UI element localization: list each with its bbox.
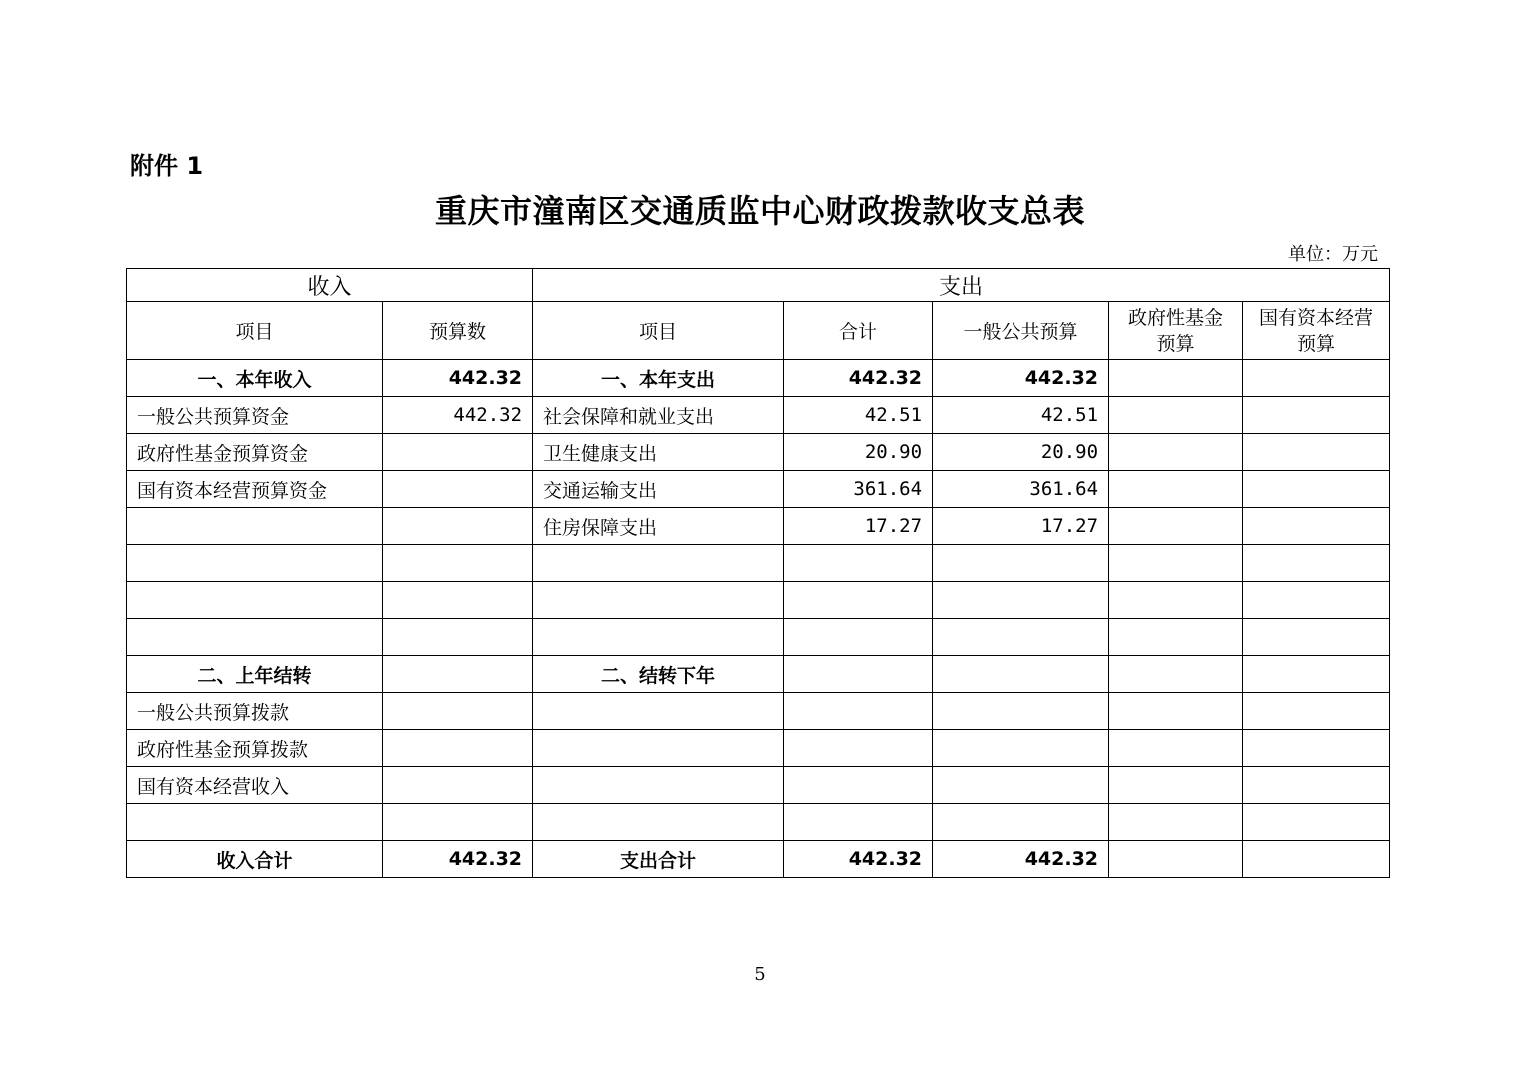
cell-expense-general: 20.90 xyxy=(933,434,1109,471)
cell-expense-gov-fund xyxy=(1109,434,1243,471)
cell-income-budget xyxy=(383,471,533,508)
cell-expense-state-capital xyxy=(1243,397,1390,434)
cell-expense-total xyxy=(784,730,933,767)
table-row xyxy=(127,656,1390,693)
table-row xyxy=(127,730,1390,767)
cell-income-item: 一般公共预算资金 xyxy=(127,397,383,434)
cell-income-budget xyxy=(383,804,533,841)
cell-expense-gov-fund xyxy=(1109,545,1243,582)
cell-expense-item: 社会保障和就业支出 xyxy=(533,397,784,434)
cell-income-item: 国有资本经营收入 xyxy=(127,767,383,804)
cell-expense-total: 42.51 xyxy=(784,397,933,434)
cell-expense-gov-fund xyxy=(1109,582,1243,619)
cell-income-budget xyxy=(383,582,533,619)
cell-expense-total: 20.90 xyxy=(784,434,933,471)
table-row xyxy=(127,693,1390,730)
cell-expense-state-capital xyxy=(1243,693,1390,730)
cell-expense-general xyxy=(933,767,1109,804)
cell-expense-item xyxy=(533,582,784,619)
table-row xyxy=(127,767,1390,804)
cell-income-item xyxy=(127,619,383,656)
cell-expense-total xyxy=(784,804,933,841)
cell-income-budget xyxy=(383,508,533,545)
cell-expense-state-capital xyxy=(1243,582,1390,619)
cell-expense-item xyxy=(533,804,784,841)
cell-expense-general xyxy=(933,545,1109,582)
cell-income-item xyxy=(127,804,383,841)
cell-income-item: 二、上年结转 xyxy=(127,656,383,693)
cell-income-item: 一、本年收入 xyxy=(127,360,383,397)
cell-expense-state-capital xyxy=(1243,545,1390,582)
cell-expense-state-capital xyxy=(1243,841,1390,878)
cell-expense-item xyxy=(533,545,784,582)
cell-expense-total xyxy=(784,582,933,619)
cell-expense-state-capital xyxy=(1243,619,1390,656)
cell-income-budget xyxy=(383,656,533,693)
cell-expense-general xyxy=(933,619,1109,656)
cell-expense-gov-fund xyxy=(1109,619,1243,656)
cell-income-item xyxy=(127,508,383,545)
cell-expense-total: 17.27 xyxy=(784,508,933,545)
cell-expense-state-capital xyxy=(1243,767,1390,804)
table-row xyxy=(127,471,1390,508)
cell-income-budget xyxy=(383,545,533,582)
cell-expense-item: 卫生健康支出 xyxy=(533,434,784,471)
cell-expense-item: 二、结转下年 xyxy=(533,656,784,693)
cell-expense-general: 42.51 xyxy=(933,397,1109,434)
cell-income-budget xyxy=(383,693,533,730)
cell-income-budget xyxy=(383,767,533,804)
cell-income-budget xyxy=(383,730,533,767)
col-header-income-item: 项目 xyxy=(127,302,383,360)
cell-income-item: 政府性基金预算拨款 xyxy=(127,730,383,767)
cell-expense-item xyxy=(533,767,784,804)
cell-expense-state-capital xyxy=(1243,804,1390,841)
cell-expense-total: 442.32 xyxy=(784,360,933,397)
table-row xyxy=(127,508,1390,545)
cell-expense-general: 442.32 xyxy=(933,841,1109,878)
cell-expense-general: 442.32 xyxy=(933,360,1109,397)
cell-expense-item xyxy=(533,730,784,767)
table-row xyxy=(127,619,1390,656)
cell-expense-state-capital xyxy=(1243,434,1390,471)
cell-expense-total: 361.64 xyxy=(784,471,933,508)
cell-expense-item: 住房保障支出 xyxy=(533,508,784,545)
cell-expense-state-capital xyxy=(1243,360,1390,397)
income-section-header: 收入 xyxy=(127,269,533,302)
cell-income-budget: 442.32 xyxy=(383,360,533,397)
cell-income-budget xyxy=(383,434,533,471)
cell-expense-general xyxy=(933,693,1109,730)
cell-expense-general xyxy=(933,730,1109,767)
cell-expense-state-capital xyxy=(1243,471,1390,508)
table-row xyxy=(127,545,1390,582)
column-header-row xyxy=(127,302,1390,360)
cell-income-item: 政府性基金预算资金 xyxy=(127,434,383,471)
cell-expense-state-capital xyxy=(1243,508,1390,545)
cell-expense-total: 442.32 xyxy=(784,841,933,878)
cell-expense-state-capital xyxy=(1243,656,1390,693)
table-row xyxy=(127,804,1390,841)
cell-income-item: 收入合计 xyxy=(127,841,383,878)
attachment-label: 附件 1 xyxy=(130,152,204,180)
cell-expense-total xyxy=(784,545,933,582)
cell-expense-gov-fund xyxy=(1109,508,1243,545)
table-row xyxy=(127,397,1390,434)
cell-expense-gov-fund xyxy=(1109,693,1243,730)
cell-expense-gov-fund xyxy=(1109,656,1243,693)
cell-expense-general xyxy=(933,582,1109,619)
cell-expense-total xyxy=(784,767,933,804)
col-header-expense-item: 项目 xyxy=(533,302,784,360)
cell-income-item: 一般公共预算拨款 xyxy=(127,693,383,730)
cell-income-item xyxy=(127,582,383,619)
budget-table xyxy=(126,268,1390,878)
cell-expense-gov-fund xyxy=(1109,841,1243,878)
cell-income-budget: 442.32 xyxy=(383,397,533,434)
cell-expense-general xyxy=(933,804,1109,841)
table-row xyxy=(127,841,1390,878)
table-row xyxy=(127,434,1390,471)
col-header-gov-fund-budget: 政府性基金预算 xyxy=(1109,302,1243,360)
cell-expense-gov-fund xyxy=(1109,804,1243,841)
cell-income-item xyxy=(127,545,383,582)
cell-expense-total xyxy=(784,693,933,730)
cell-expense-general xyxy=(933,656,1109,693)
cell-expense-gov-fund xyxy=(1109,397,1243,434)
cell-expense-gov-fund xyxy=(1109,471,1243,508)
cell-expense-gov-fund xyxy=(1109,360,1243,397)
unit-label: 单位：万元 xyxy=(1288,244,1378,265)
page-title: 重庆市潼南区交通质监中心财政拨款收支总表 xyxy=(434,192,1085,230)
cell-income-budget xyxy=(383,619,533,656)
table-row xyxy=(127,360,1390,397)
cell-income-item: 国有资本经营预算资金 xyxy=(127,471,383,508)
cell-expense-gov-fund xyxy=(1109,767,1243,804)
cell-expense-general: 17.27 xyxy=(933,508,1109,545)
cell-income-budget: 442.32 xyxy=(383,841,533,878)
col-header-general-budget: 一般公共预算 xyxy=(933,302,1109,360)
cell-expense-item xyxy=(533,619,784,656)
col-header-total: 合计 xyxy=(784,302,933,360)
cell-expense-state-capital xyxy=(1243,730,1390,767)
table-row xyxy=(127,582,1390,619)
cell-expense-general: 361.64 xyxy=(933,471,1109,508)
col-header-state-capital-budget: 国有资本经营预算 xyxy=(1243,302,1390,360)
cell-expense-total xyxy=(784,656,933,693)
col-header-budget: 预算数 xyxy=(383,302,533,360)
cell-expense-gov-fund xyxy=(1109,730,1243,767)
cell-expense-total xyxy=(784,619,933,656)
cell-expense-item: 支出合计 xyxy=(533,841,784,878)
page-number: 5 xyxy=(754,964,766,985)
expense-section-header: 支出 xyxy=(533,269,1390,302)
cell-expense-item: 一、本年支出 xyxy=(533,360,784,397)
cell-expense-item xyxy=(533,693,784,730)
section-header-row xyxy=(127,269,1390,302)
cell-expense-item: 交通运输支出 xyxy=(533,471,784,508)
